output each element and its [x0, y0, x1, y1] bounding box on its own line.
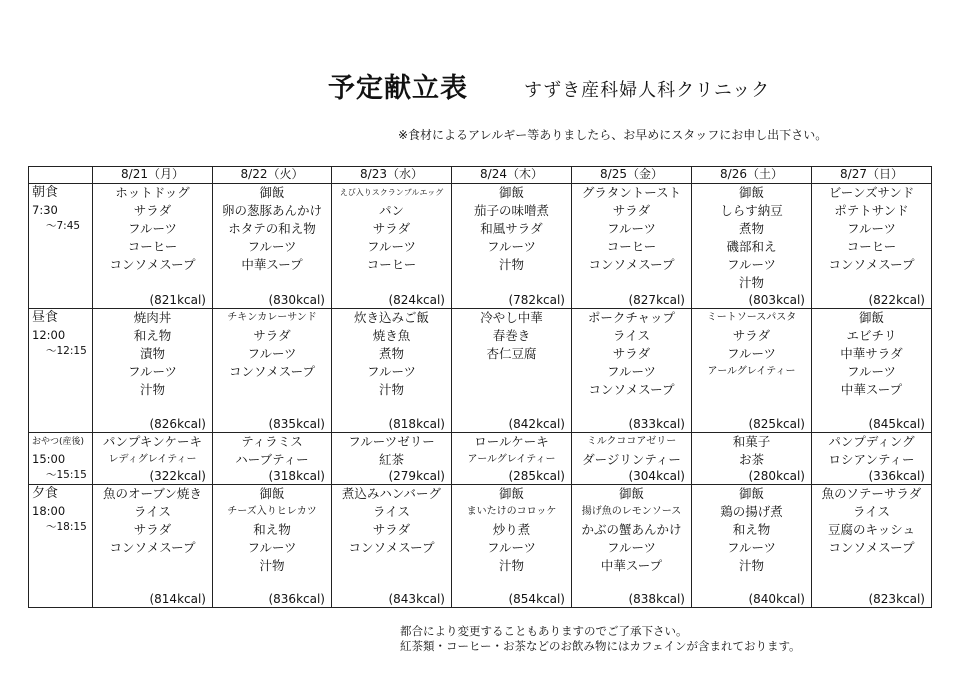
- kcal-value: (825kcal): [748, 417, 805, 431]
- menu-cell: [213, 309, 332, 433]
- menu-item: コーヒー: [127, 239, 178, 254]
- corner-cell: [29, 167, 93, 184]
- menu-item: ライス: [372, 504, 410, 519]
- menu-item: 御飯: [498, 185, 524, 200]
- meal-label-cell: [29, 184, 93, 309]
- menu-item: ミルクココアゼリー: [586, 436, 677, 447]
- menu-items: [812, 433, 931, 469]
- day-header: 8/25（金）: [572, 167, 692, 184]
- menu-cell: [812, 433, 932, 485]
- menu-item: コンソメスープ: [588, 382, 675, 397]
- menu-item: 炒り煮: [492, 522, 531, 537]
- menu-item: フルーツ: [606, 221, 656, 236]
- footer-notes: [400, 624, 801, 654]
- menu-item: 煮物: [378, 346, 404, 361]
- meal-name: 昼食: [32, 310, 59, 325]
- menu-cell: [213, 485, 332, 608]
- menu-items: [452, 485, 571, 575]
- kcal-value: (818kcal): [388, 417, 445, 431]
- menu-item: ホタテの和え物: [228, 221, 316, 236]
- menu-item: 御飯: [858, 310, 884, 325]
- menu-item: ミートソースパスタ: [706, 312, 797, 323]
- menu-item: 汁物: [259, 558, 285, 573]
- menu-cell-content: [812, 433, 931, 484]
- menu-cell-content: [572, 433, 691, 484]
- menu-item: フルーツ: [726, 346, 776, 361]
- meal-end-time: ～12:15: [46, 345, 87, 357]
- menu-item: 鶏の揚げ煮: [720, 504, 783, 519]
- menu-item: 汁物: [378, 382, 404, 397]
- meal-name: 朝食: [32, 185, 59, 200]
- kcal-value: (304kcal): [628, 469, 685, 483]
- menu-item: アールグレイティー: [467, 454, 556, 465]
- meal-end-time: ～15:15: [46, 469, 87, 481]
- kcal-value: (814kcal): [149, 592, 206, 606]
- menu-cell-content: [213, 433, 331, 484]
- menu-cell-content: [812, 184, 931, 308]
- menu-item: 杏仁豆腐: [486, 346, 537, 361]
- menu-item: サラダ: [612, 203, 651, 218]
- menu-item: チキンカレーサンド: [227, 312, 317, 323]
- menu-item: 紅茶: [378, 452, 404, 467]
- menu-item: ハーブティー: [235, 452, 309, 467]
- menu-item: 煮込みハンバーグ: [341, 486, 442, 501]
- menu-items: [692, 433, 811, 469]
- kcal-value: (854kcal): [508, 592, 565, 606]
- menu-item: ホットドッグ: [115, 185, 190, 200]
- menu-item: エビチリ: [846, 328, 897, 343]
- kcal-value: (821kcal): [149, 293, 206, 307]
- menu-items: [213, 184, 331, 274]
- menu-item: 漬物: [139, 346, 165, 361]
- kcal-value: (823kcal): [868, 592, 925, 606]
- menu-item: フルーツ: [127, 364, 177, 379]
- menu-cell: [93, 433, 213, 485]
- meal-start-time: 15:00: [32, 452, 66, 466]
- menu-cell: [213, 184, 332, 309]
- kcal-value: (842kcal): [508, 417, 565, 431]
- menu-items: [572, 184, 691, 274]
- menu-item: 汁物: [498, 257, 524, 272]
- menu-item: フルーツ: [726, 540, 776, 555]
- menu-cell-content: [452, 485, 571, 607]
- menu-item: 磯部和え: [726, 239, 777, 254]
- menu-item: コンソメスープ: [828, 540, 915, 555]
- menu-cell-content: [93, 309, 212, 432]
- kcal-value: (279kcal): [388, 469, 445, 483]
- menu-item: フルーツ: [726, 257, 776, 272]
- menu-cell: [452, 433, 572, 485]
- menu-cell: [692, 485, 812, 608]
- menu-cell: [452, 184, 572, 309]
- menu-cell: [812, 485, 932, 608]
- kcal-value: (318kcal): [268, 469, 325, 483]
- meal-label-cell: [29, 485, 93, 608]
- menu-cell-content: [93, 485, 212, 607]
- meal-row: [29, 485, 932, 608]
- kcal-value: (833kcal): [628, 417, 685, 431]
- menu-item: お茶: [738, 452, 764, 467]
- menu-item: 和え物: [133, 328, 172, 343]
- menu-items: [692, 485, 811, 575]
- kcal-value: (840kcal): [748, 592, 805, 606]
- kcal-value: (336kcal): [868, 469, 925, 483]
- menu-item: 御飯: [259, 185, 285, 200]
- menu-cell-content: [572, 184, 691, 308]
- kcal-value: (826kcal): [149, 417, 206, 431]
- menu-item: コンソメスープ: [109, 540, 196, 555]
- menu-item: レディグレイティー: [108, 454, 197, 465]
- menu-item: ライス: [133, 504, 171, 519]
- menu-items: [332, 184, 451, 274]
- menu-item: フルーツ: [247, 346, 297, 361]
- menu-cell-content: [812, 309, 931, 432]
- menu-item: サラダ: [133, 203, 172, 218]
- menu-items: [452, 184, 571, 274]
- menu-items: [93, 184, 212, 274]
- menu-item: フルーツ: [366, 364, 416, 379]
- menu-item: 煮物: [738, 221, 764, 236]
- menu-item: 汁物: [139, 382, 165, 397]
- menu-item: 中華スープ: [840, 382, 903, 397]
- menu-item: ティラミス: [241, 434, 303, 449]
- footer-line: 都合により変更することもありますのでご了承下さい。: [400, 624, 688, 638]
- menu-item: ダージリンティー: [582, 452, 681, 467]
- menu-item: チーズ入りヒレカツ: [227, 506, 317, 517]
- day-header: 8/27（日）: [812, 167, 932, 184]
- allergy-notice: ※食材によるアレルギー等ありましたら、お早めにスタッフにお申し出下さい。: [398, 128, 828, 142]
- menu-item: 和え物: [253, 522, 291, 537]
- menu-cell-content: [332, 485, 451, 607]
- kcal-value: (824kcal): [388, 293, 445, 307]
- menu-cell-content: [332, 433, 451, 484]
- kcal-value: (830kcal): [268, 293, 325, 307]
- kcal-value: (822kcal): [868, 293, 925, 307]
- menu-item: まいたけのコロッケ: [466, 506, 557, 517]
- menu-item: ライス: [612, 328, 650, 343]
- menu-item: サラダ: [732, 328, 771, 343]
- title-block: [328, 66, 928, 106]
- menu-item: 汁物: [498, 558, 524, 573]
- menu-item: フルーツ: [486, 540, 536, 555]
- menu-item: サラダ: [372, 221, 411, 236]
- kcal-value: (836kcal): [268, 592, 325, 606]
- kcal-value: (843kcal): [388, 592, 445, 606]
- day-header: 8/23（水）: [332, 167, 452, 184]
- menu-item: 御飯: [498, 486, 524, 501]
- menu-item: ロシアンティー: [828, 452, 915, 467]
- menu-item: かぶの蟹あんかけ: [581, 522, 682, 537]
- menu-item: 魚のオーブン焼き: [103, 486, 202, 501]
- menu-cell: [452, 485, 572, 608]
- meal-start-time: 7:30: [32, 203, 58, 217]
- menu-item: フルーツ: [606, 364, 656, 379]
- menu-item: 茄子の味噌煮: [473, 203, 549, 218]
- menu-items: [93, 433, 212, 469]
- menu-item: 御飯: [738, 185, 764, 200]
- page-title: 予定献立表: [328, 73, 468, 104]
- menu-item: 中華スープ: [600, 558, 663, 573]
- menu-item: えび入りスクランブルエッグ: [339, 188, 444, 197]
- menu-cell-content: [93, 184, 212, 308]
- menu-item: ビーンズサンド: [828, 185, 915, 200]
- kcal-value: (322kcal): [149, 469, 206, 483]
- day-header-row: [29, 167, 932, 184]
- menu-cell-content: [213, 485, 331, 607]
- menu-item: 和え物: [732, 522, 771, 537]
- kcal-value: (285kcal): [508, 469, 565, 483]
- menu-item: 和菓子: [732, 434, 771, 449]
- menu-cell: [93, 485, 213, 608]
- menu-items: [692, 184, 811, 292]
- menu-items: [213, 309, 331, 381]
- menu-item: フルーツ: [247, 540, 297, 555]
- menu-cell: [692, 184, 812, 309]
- menu-item: 中華スープ: [241, 257, 303, 272]
- menu-cell-content: [572, 485, 691, 607]
- menu-items: [213, 485, 331, 575]
- menu-item: しらす納豆: [720, 203, 783, 218]
- menu-item: 和風サラダ: [480, 221, 543, 236]
- menu-item: 焼き魚: [372, 328, 411, 343]
- clinic-name: すずき産科婦人科クリニック: [524, 80, 771, 101]
- menu-item: ライス: [852, 504, 890, 519]
- meal-label-cell: [29, 309, 93, 433]
- menu-item: コーヒー: [366, 257, 417, 272]
- meal-start-time: 18:00: [32, 504, 66, 518]
- menu-item: フルーツゼリー: [348, 434, 435, 449]
- menu-item: ポークチャップ: [587, 310, 676, 325]
- menu-item: 豆腐のキッシュ: [827, 522, 915, 537]
- menu-cell-content: [213, 184, 331, 308]
- menu-items: [332, 485, 451, 557]
- menu-item: コンソメスープ: [588, 257, 675, 272]
- menu-item: フルーツ: [606, 540, 656, 555]
- menu-cell-content: [213, 309, 331, 432]
- menu-item: 炊き込みご飯: [353, 310, 429, 325]
- menu-item: フルーツ: [486, 239, 536, 254]
- menu-item: 卵の葱豚あんかけ: [221, 203, 322, 218]
- day-header: 8/26（土）: [692, 167, 812, 184]
- menu-cell: [93, 184, 213, 309]
- meal-start-time: 12:00: [32, 328, 66, 342]
- menu-item: パンプキンケーキ: [102, 434, 203, 449]
- menu-item: 汁物: [738, 558, 764, 573]
- menu-cell: [332, 309, 452, 433]
- menu-table: [28, 166, 932, 608]
- menu-item: サラダ: [253, 328, 291, 343]
- kcal-value: (803kcal): [748, 293, 805, 307]
- menu-cell: [332, 433, 452, 485]
- menu-cell-content: [692, 485, 811, 607]
- menu-cell: [572, 184, 692, 309]
- menu-items: [452, 433, 571, 469]
- kcal-value: (280kcal): [748, 469, 805, 483]
- menu-cell-content: [332, 309, 451, 432]
- menu-item: フルーツ: [127, 221, 177, 236]
- day-header: 8/21（月）: [93, 167, 213, 184]
- menu-item: アールグレイティー: [707, 366, 796, 377]
- meal-row: [29, 309, 932, 433]
- menu-item: サラダ: [133, 522, 172, 537]
- menu-item: コンソメスープ: [348, 540, 435, 555]
- menu-item: 御飯: [259, 486, 285, 501]
- menu-item: コーヒー: [846, 239, 897, 254]
- menu-item: 揚げ魚のレモンソース: [581, 506, 682, 517]
- menu-item: 冷やし中華: [480, 310, 543, 325]
- menu-item: フルーツ: [366, 239, 416, 254]
- menu-items: [812, 309, 931, 399]
- menu-cell: [452, 309, 572, 433]
- menu-items: [572, 433, 691, 469]
- menu-cell-content: [692, 184, 811, 308]
- meal-name: おやつ(産後): [32, 437, 85, 447]
- menu-items: [812, 184, 931, 274]
- menu-item: パンプディング: [828, 434, 915, 449]
- meal-name: 夕食: [32, 486, 59, 501]
- menu-item: パン: [378, 203, 404, 218]
- menu-item: サラダ: [372, 522, 411, 537]
- menu-cell-content: [452, 433, 571, 484]
- day-header: 8/24（木）: [452, 167, 572, 184]
- meal-row: [29, 184, 932, 309]
- menu-cell: [93, 309, 213, 433]
- menu-item: コンソメスープ: [228, 364, 315, 379]
- menu-cell: [572, 485, 692, 608]
- menu-cell: [812, 184, 932, 309]
- menu-item: 焼肉丼: [133, 310, 172, 325]
- meal-end-time: ～18:15: [46, 521, 87, 533]
- menu-item: サラダ: [612, 346, 651, 361]
- menu-item: 御飯: [618, 486, 644, 501]
- menu-items: [93, 485, 212, 557]
- menu-item: フルーツ: [846, 221, 896, 236]
- menu-item: ロールケーキ: [474, 434, 549, 449]
- meal-label-cell: [29, 433, 93, 485]
- menu-items: [812, 485, 931, 557]
- kcal-value: (782kcal): [508, 293, 565, 307]
- menu-cell: [332, 184, 452, 309]
- menu-cell-content: [572, 309, 691, 432]
- menu-item: グラタントースト: [581, 185, 682, 200]
- menu-cell: [692, 309, 812, 433]
- menu-item: 汁物: [738, 275, 764, 290]
- menu-items: [572, 309, 691, 399]
- meal-end-time: ～7:45: [46, 220, 81, 232]
- menu-item: ポテトサンド: [834, 203, 909, 218]
- menu-item: コーヒー: [606, 239, 657, 254]
- menu-item: フルーツ: [247, 239, 297, 254]
- menu-cell-content: [332, 184, 451, 308]
- menu-item: フルーツ: [846, 364, 896, 379]
- menu-items: [213, 433, 331, 469]
- kcal-value: (835kcal): [268, 417, 325, 431]
- menu-cell: [572, 433, 692, 485]
- menu-cell: [332, 485, 452, 608]
- menu-items: [93, 309, 212, 399]
- menu-item: 魚のソテーサラダ: [821, 486, 922, 501]
- menu-cell: [213, 433, 332, 485]
- day-header: 8/22（火）: [213, 167, 332, 184]
- menu-item: コンソメスープ: [828, 257, 915, 272]
- menu-cell-content: [452, 184, 571, 308]
- menu-cell: [812, 309, 932, 433]
- kcal-value: (845kcal): [868, 417, 925, 431]
- menu-cell-content: [692, 433, 811, 484]
- menu-cell: [692, 433, 812, 485]
- kcal-value: (827kcal): [628, 293, 685, 307]
- menu-cell-content: [692, 309, 811, 432]
- meal-row: [29, 433, 932, 485]
- menu-item: 御飯: [738, 486, 764, 501]
- menu-cell: [572, 309, 692, 433]
- menu-cell-content: [452, 309, 571, 432]
- menu-items: [332, 433, 451, 469]
- menu-items: [332, 309, 451, 399]
- footer-line: 紅茶類・コーヒー・お茶などのお飲み物にはカフェインが含まれております。: [400, 639, 801, 653]
- menu-items: [692, 309, 811, 381]
- kcal-value: (838kcal): [628, 592, 685, 606]
- menu-items: [452, 309, 571, 363]
- menu-item: 春巻き: [492, 328, 531, 343]
- menu-items: [572, 485, 691, 575]
- menu-cell-content: [812, 485, 931, 607]
- menu-item: コンソメスープ: [109, 257, 196, 272]
- menu-cell-content: [93, 433, 212, 484]
- menu-item: 中華サラダ: [840, 346, 903, 361]
